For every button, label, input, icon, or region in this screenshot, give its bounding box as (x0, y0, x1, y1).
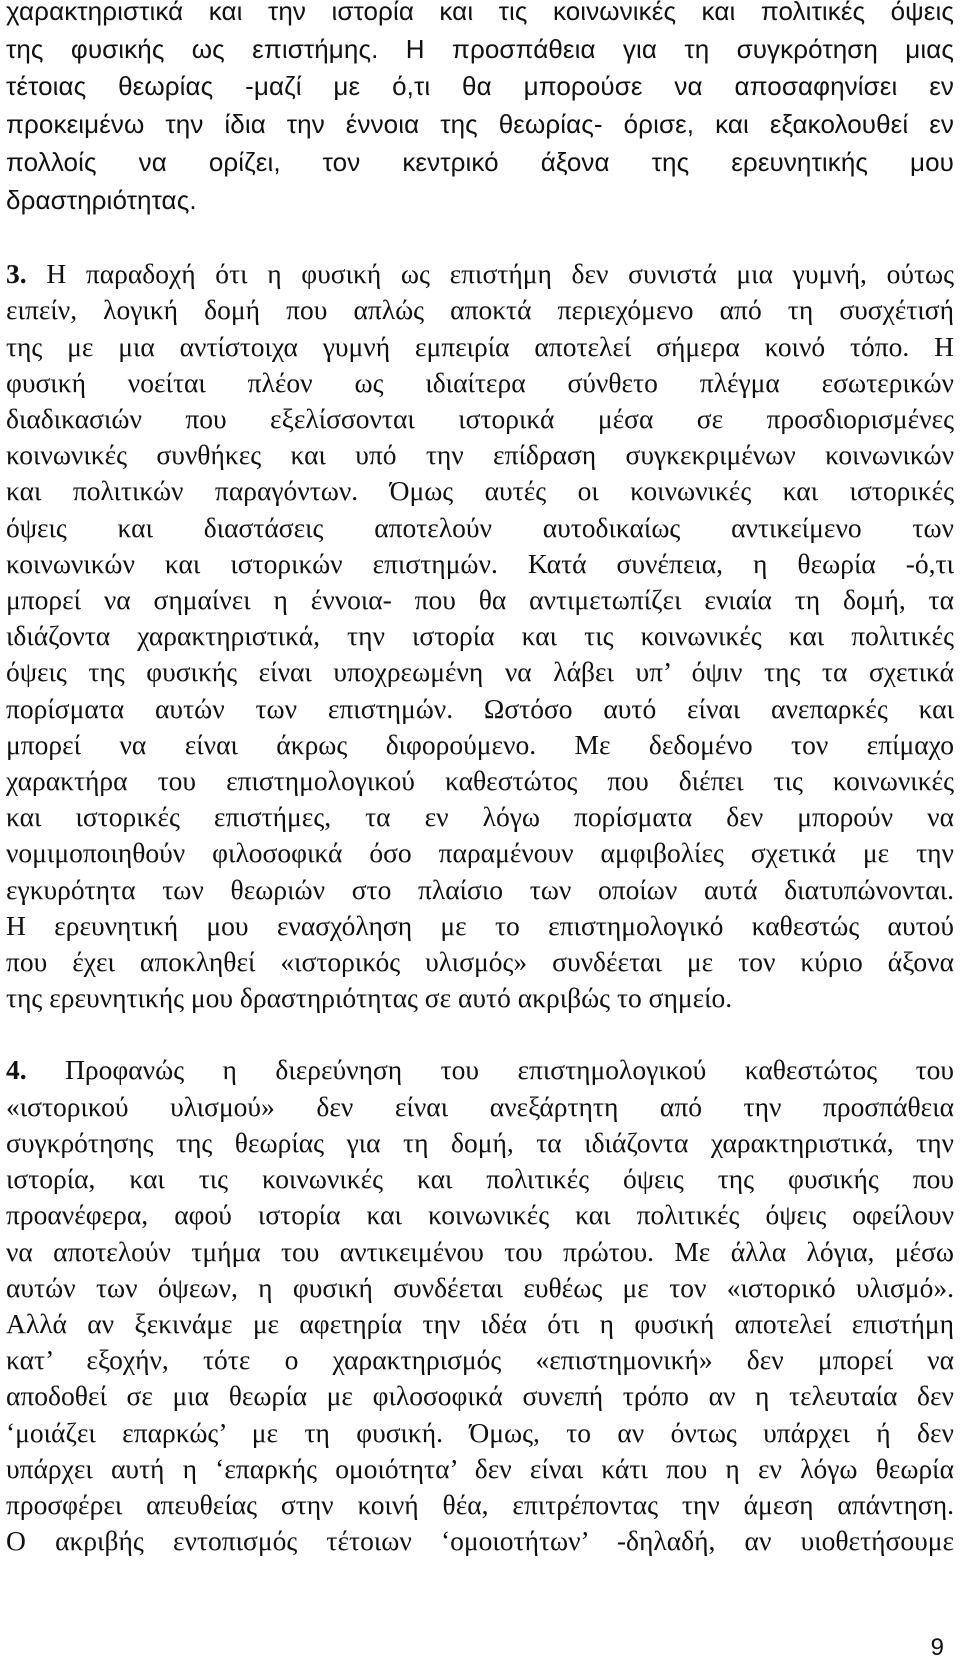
text-line: ειπείν, λογική δομή που απλώς αποκτά περιεχόμενο από τη συσχέτισή (6, 294, 954, 326)
text-line (6, 256, 954, 292)
text-line: διαδικασιών που εξελίσσονται ιστορικά μέσα σε προσδιορισμένες (6, 403, 954, 435)
text-line: κατ’ εξοχήν, τότε ο χαρακτηρισμός «επιστημονική» δεν μπορεί να (6, 1344, 954, 1376)
text-run: Προφανώς η διερεύνηση του επιστημολογικού καθεστώτος του (26, 1054, 954, 1086)
document-page (6, 0, 954, 1559)
text-line: μπορεί να είναι άκρως διφορούμενο. Με δεδομένο τον επίμαχο (6, 728, 954, 760)
text-line: αποδοθεί σε μια θεωρία με φιλοσοφικά συνεπή τρόπο αν η τελευταία δεν (6, 1380, 954, 1412)
text-line: ‘μοιάζει επαρκώς’ με τη φυσική. Όμως, το αν όντως υπάρχει ή δεν (6, 1416, 954, 1448)
text-line: Αλλά αν ξεκινάμε με αφετηρία την ιδέα ότι η φυσική αποτελεί επιστήμη (6, 1307, 954, 1339)
text-line: της με μια αντίστοιχα γυμνή εμπειρία αποτελεί σήμερα κοινό τόπο. Η (6, 330, 954, 362)
text-line: Ο ακριβής εντοπισμός τέτοιων ‘ομοιοτήτων’ -δηλαδή, αν υιοθετήσουμε (6, 1525, 954, 1557)
intro-paragraph (6, 0, 954, 219)
text-line: κοινωνικών και ιστορικών επιστημών. Κατά συνέπεια, η θεωρία -ό,τι (6, 547, 954, 579)
text-line: νομιμοποιηθούν φιλοσοφικά όσο παραμένουν αμφιβολίες σχετικά με την (6, 837, 954, 869)
text-line: φυσική νοείται πλέον ως ιδιαίτερα σύνθετο πλέγμα εσωτερικών (6, 366, 954, 398)
text-line: να αποτελούν τμήμα του αντικειμένου του πρώτου. Με άλλα λόγια, μέσω (6, 1235, 954, 1267)
text-line: ιδιάζοντα χαρακτηριστικά, την ιστορία και τις κοινωνικές και πολιτικές (6, 620, 954, 652)
text-line: όψεις της φυσικής είναι υποχρεωμένη να λάβει υπ’ όψιν της τα σχετικά (6, 656, 954, 688)
text-line: και ιστορικές επιστήμες, τα εν λόγω πορίσματα δεν μπορούν να (6, 801, 954, 833)
text-line: πολλοίς να ορίζει, τον κεντρικό άξονα της ερευνητικής μου (6, 146, 954, 177)
section-3-paragraph (6, 256, 954, 1016)
page-number: 9 (930, 1634, 944, 1661)
text-run: Η παραδοχή ότι η φυσική ως επιστήμη δεν συνιστά μια γυμνή, ούτως (26, 258, 954, 290)
text-line: χαρακτηριστικά και την ιστορία και τις κοινωνικές και πολιτικές όψεις (6, 0, 954, 26)
text-line: εγκυρότητα των θεωριών στο πλαίσιο των οποίων αυτά διατυπώνονται. (6, 873, 954, 905)
text-line: της φυσικής ως επιστήμης. Η προσπάθεια για τη συγκρότηση μιας (6, 33, 954, 64)
text-line: ιστορία, και τις κοινωνικές και πολιτικές όψεις της φυσικής που (6, 1163, 954, 1195)
text-line: μπορεί να σημαίνει η έννοια- που θα αντιμετωπίζει ενιαία τη δομή, τα (6, 584, 954, 616)
text-line: προσφέρει απευθείας στην κοινή θέα, επιτρέποντας την άμεση απάντηση. (6, 1488, 954, 1520)
text-line: χαρακτήρα του επιστημολογικού καθεστώτος που διέπει τις κοινωνικές (6, 765, 954, 797)
text-line: προκειμένω την ίδια την έννοια της θεωρίας- όρισε, και εξακολουθεί εν (6, 109, 954, 140)
paragraph-spacer (6, 1016, 954, 1052)
text-line: «ιστορικού υλισμού» δεν είναι ανεξάρτητη από την προσπάθεια (6, 1090, 954, 1122)
text-line: κοινωνικές συνθήκες και υπό την επίδραση συγκεκριμένων κοινωνικών (6, 439, 954, 471)
text-line: τέτοιας θεωρίας -μαζί με ό,τι θα μπορούσε να αποσαφηνίσει εν (6, 71, 954, 102)
text-line: προανέφερα, αφού ιστορία και κοινωνικές και πολιτικές όψεις οφείλουν (6, 1199, 954, 1231)
text-line (6, 1052, 954, 1088)
section-number: 3. (6, 258, 27, 290)
text-line: Η ερευνητική μου ενασχόληση με το επιστημολογικό καθεστώς αυτού (6, 909, 954, 941)
text-line: όψεις και διαστάσεις αποτελούν αυτοδικαίως αντικείμενο των (6, 511, 954, 543)
text-line: υπάρχει αυτή η ‘επαρκής ομοιότητα’ δεν είναι κάτι που η εν λόγω θεωρία (6, 1452, 954, 1484)
text-line: και πολιτικών παραγόντων. Όμως αυτές οι κοινωνικές και ιστορικές (6, 475, 954, 507)
text-line: που έχει αποκληθεί «ιστορικός υλισμός» συνδέεται με τον κύριο άξονα (6, 946, 954, 978)
paragraph-spacer (6, 219, 954, 256)
text-line: αυτών των όψεων, η φυσική συνδέεται ευθέως με τον «ιστορικό υλισμό». (6, 1271, 954, 1303)
text-line: της ερευνητικής μου δραστηριότητας σε αυτό ακριβώς το σημείο. (6, 982, 733, 1014)
text-line: συγκρότησης της θεωρίας για τη δομή, τα ιδιάζοντα χαρακτηριστικά, την (6, 1126, 954, 1158)
section-4-paragraph (6, 1052, 954, 1559)
text-line: πορίσματα αυτών των επιστημών. Ωστόσο αυτό είναι ανεπαρκές και (6, 692, 954, 724)
text-line: δραστηριότητας. (6, 184, 197, 215)
section-number: 4. (6, 1054, 27, 1086)
